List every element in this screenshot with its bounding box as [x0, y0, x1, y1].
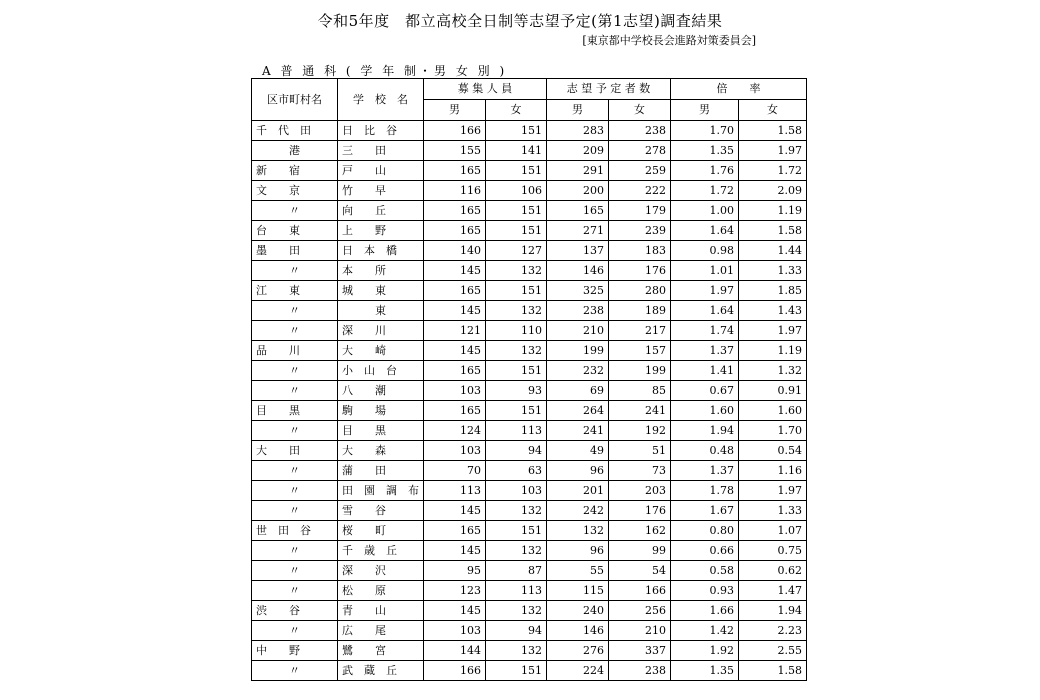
- applicants-female-cell: 278: [609, 141, 671, 161]
- ratio-female-cell: 1.33: [739, 501, 807, 521]
- header-school: 学 校 名: [338, 79, 424, 121]
- ward-cell: 港: [252, 141, 338, 161]
- recruit-male-cell: 121: [424, 321, 486, 341]
- table-row: [252, 201, 807, 221]
- recruit-male-cell: 165: [424, 221, 486, 241]
- applicants-female-cell: 199: [609, 361, 671, 381]
- header-ratio-female: 女: [739, 100, 807, 121]
- ratio-male-cell: 1.70: [671, 121, 739, 141]
- school-cell: 戸 山: [338, 161, 424, 181]
- applicants-female-cell: 337: [609, 641, 671, 661]
- table-row: [252, 621, 807, 641]
- ratio-male-cell: 1.97: [671, 281, 739, 301]
- ratio-female-cell: 1.97: [739, 481, 807, 501]
- applicants-female-cell: 259: [609, 161, 671, 181]
- applicants-male-cell: 132: [547, 521, 609, 541]
- table-row: [252, 401, 807, 421]
- ward-cell: 〃: [252, 421, 338, 441]
- ratio-female-cell: 1.07: [739, 521, 807, 541]
- applicants-male-cell: 264: [547, 401, 609, 421]
- recruit-female-cell: 127: [486, 241, 547, 261]
- recruit-male-cell: 116: [424, 181, 486, 201]
- ward-cell: 中 野: [252, 641, 338, 661]
- recruit-female-cell: 151: [486, 221, 547, 241]
- ratio-male-cell: 1.66: [671, 601, 739, 621]
- header-ratio-male: 男: [671, 100, 739, 121]
- school-cell: 日 比 谷: [338, 121, 424, 141]
- recruit-female-cell: 151: [486, 401, 547, 421]
- recruit-female-cell: 94: [486, 621, 547, 641]
- section-heading: A 普 通 科 ( 学 年 制・男 女 別 ): [262, 64, 508, 78]
- recruit-male-cell: 166: [424, 661, 486, 681]
- applicants-male-cell: 238: [547, 301, 609, 321]
- applicants-male-cell: 241: [547, 421, 609, 441]
- ratio-male-cell: 1.92: [671, 641, 739, 661]
- recruit-female-cell: 63: [486, 461, 547, 481]
- applicants-male-cell: 201: [547, 481, 609, 501]
- ratio-female-cell: 0.91: [739, 381, 807, 401]
- ratio-female-cell: 1.58: [739, 661, 807, 681]
- recruit-male-cell: 165: [424, 281, 486, 301]
- ward-cell: 大 田: [252, 441, 338, 461]
- applicants-male-cell: 49: [547, 441, 609, 461]
- ratio-male-cell: 0.58: [671, 561, 739, 581]
- recruit-male-cell: 145: [424, 341, 486, 361]
- table-row: [252, 221, 807, 241]
- school-cell: 竹 早: [338, 181, 424, 201]
- school-cell: 日 本 橋: [338, 241, 424, 261]
- table-row: [252, 641, 807, 661]
- applicants-male-cell: 283: [547, 121, 609, 141]
- table-row: [252, 421, 807, 441]
- applicants-female-cell: 51: [609, 441, 671, 461]
- recruit-male-cell: 145: [424, 301, 486, 321]
- header-applicants: 志 望 予 定 者 数: [547, 79, 671, 100]
- applicants-male-cell: 209: [547, 141, 609, 161]
- table-row: [252, 341, 807, 361]
- recruit-female-cell: 141: [486, 141, 547, 161]
- applicants-female-cell: 176: [609, 501, 671, 521]
- applicants-female-cell: 241: [609, 401, 671, 421]
- school-cell: 田 園 調 布: [338, 481, 424, 501]
- ratio-female-cell: 1.97: [739, 321, 807, 341]
- school-cell: 蒲 田: [338, 461, 424, 481]
- recruit-female-cell: 106: [486, 181, 547, 201]
- ratio-male-cell: 0.48: [671, 441, 739, 461]
- ratio-male-cell: 1.42: [671, 621, 739, 641]
- header-recruit: 募 集 人 員: [424, 79, 547, 100]
- ratio-female-cell: 2.09: [739, 181, 807, 201]
- recruit-female-cell: 113: [486, 581, 547, 601]
- table-row: [252, 381, 807, 401]
- ward-cell: 〃: [252, 481, 338, 501]
- applicants-female-cell: 192: [609, 421, 671, 441]
- applicants-male-cell: 137: [547, 241, 609, 261]
- ward-cell: 〃: [252, 321, 338, 341]
- applicants-male-cell: 200: [547, 181, 609, 201]
- recruit-male-cell: 123: [424, 581, 486, 601]
- table-row: [252, 461, 807, 481]
- ward-cell: 〃: [252, 561, 338, 581]
- ratio-male-cell: 1.78: [671, 481, 739, 501]
- applicants-female-cell: 166: [609, 581, 671, 601]
- ratio-female-cell: 1.19: [739, 201, 807, 221]
- table-row: [252, 661, 807, 681]
- ratio-male-cell: 1.60: [671, 401, 739, 421]
- school-cell: 深 川: [338, 321, 424, 341]
- applicants-male-cell: 199: [547, 341, 609, 361]
- ratio-male-cell: 0.66: [671, 541, 739, 561]
- table-row: [252, 181, 807, 201]
- applicants-male-cell: 96: [547, 461, 609, 481]
- ratio-male-cell: 0.98: [671, 241, 739, 261]
- recruit-female-cell: 87: [486, 561, 547, 581]
- ratio-male-cell: 1.76: [671, 161, 739, 181]
- applicants-male-cell: 115: [547, 581, 609, 601]
- school-cell: 東: [338, 301, 424, 321]
- applicants-male-cell: 55: [547, 561, 609, 581]
- ward-cell: 〃: [252, 541, 338, 561]
- recruit-female-cell: 132: [486, 601, 547, 621]
- applicants-male-cell: 276: [547, 641, 609, 661]
- applicants-male-cell: 224: [547, 661, 609, 681]
- applicants-male-cell: 69: [547, 381, 609, 401]
- ward-cell: 〃: [252, 621, 338, 641]
- recruit-female-cell: 110: [486, 321, 547, 341]
- ward-cell: 〃: [252, 381, 338, 401]
- table-row: [252, 501, 807, 521]
- ratio-male-cell: 1.67: [671, 501, 739, 521]
- applicants-female-cell: 238: [609, 661, 671, 681]
- ratio-female-cell: 1.70: [739, 421, 807, 441]
- applicants-female-cell: 54: [609, 561, 671, 581]
- applicants-female-cell: 256: [609, 601, 671, 621]
- recruit-male-cell: 165: [424, 161, 486, 181]
- applicants-male-cell: 232: [547, 361, 609, 381]
- applicants-female-cell: 99: [609, 541, 671, 561]
- recruit-male-cell: 124: [424, 421, 486, 441]
- school-cell: 桜 町: [338, 521, 424, 541]
- recruit-female-cell: 132: [486, 301, 547, 321]
- recruit-female-cell: 151: [486, 521, 547, 541]
- recruit-male-cell: 103: [424, 441, 486, 461]
- recruit-male-cell: 145: [424, 601, 486, 621]
- ward-cell: 新 宿: [252, 161, 338, 181]
- ward-cell: 〃: [252, 501, 338, 521]
- ratio-male-cell: 1.64: [671, 221, 739, 241]
- recruit-female-cell: 151: [486, 201, 547, 221]
- ratio-female-cell: 2.23: [739, 621, 807, 641]
- ward-cell: 世 田 谷: [252, 521, 338, 541]
- table-row: [252, 321, 807, 341]
- recruit-female-cell: 151: [486, 161, 547, 181]
- recruit-male-cell: 95: [424, 561, 486, 581]
- school-cell: 小 山 台: [338, 361, 424, 381]
- applicants-male-cell: 146: [547, 261, 609, 281]
- applicants-female-cell: 210: [609, 621, 671, 641]
- applicants-male-cell: 210: [547, 321, 609, 341]
- recruit-male-cell: 165: [424, 521, 486, 541]
- ratio-female-cell: 2.55: [739, 641, 807, 661]
- school-cell: 三 田: [338, 141, 424, 161]
- applicants-male-cell: 325: [547, 281, 609, 301]
- table-row: [252, 541, 807, 561]
- ratio-male-cell: 0.93: [671, 581, 739, 601]
- ratio-female-cell: 1.85: [739, 281, 807, 301]
- school-cell: 大 森: [338, 441, 424, 461]
- recruit-male-cell: 140: [424, 241, 486, 261]
- school-cell: 広 尾: [338, 621, 424, 641]
- table-row: [252, 441, 807, 461]
- table-row: [252, 361, 807, 381]
- ward-cell: 墨 田: [252, 241, 338, 261]
- school-cell: 目 黒: [338, 421, 424, 441]
- ward-cell: 台 東: [252, 221, 338, 241]
- applicants-male-cell: 165: [547, 201, 609, 221]
- school-cell: 大 崎: [338, 341, 424, 361]
- school-cell: 八 潮: [338, 381, 424, 401]
- results-table: [251, 78, 807, 681]
- recruit-female-cell: 151: [486, 661, 547, 681]
- ratio-male-cell: 1.00: [671, 201, 739, 221]
- ratio-female-cell: 1.33: [739, 261, 807, 281]
- recruit-male-cell: 165: [424, 201, 486, 221]
- school-cell: 松 原: [338, 581, 424, 601]
- ward-cell: 江 東: [252, 281, 338, 301]
- school-cell: 青 山: [338, 601, 424, 621]
- ratio-male-cell: 1.35: [671, 141, 739, 161]
- applicants-male-cell: 240: [547, 601, 609, 621]
- header-applicants-male: 男: [547, 100, 609, 121]
- ratio-male-cell: 1.41: [671, 361, 739, 381]
- ratio-female-cell: 1.16: [739, 461, 807, 481]
- ratio-male-cell: 0.80: [671, 521, 739, 541]
- table-row: [252, 141, 807, 161]
- recruit-female-cell: 151: [486, 281, 547, 301]
- ward-cell: 〃: [252, 301, 338, 321]
- ward-cell: 千 代 田: [252, 121, 338, 141]
- recruit-male-cell: 103: [424, 381, 486, 401]
- ratio-female-cell: 1.58: [739, 121, 807, 141]
- applicants-female-cell: 239: [609, 221, 671, 241]
- applicants-female-cell: 162: [609, 521, 671, 541]
- recruit-female-cell: 151: [486, 361, 547, 381]
- source-note: [東京都中学校長会進路対策委員会]: [582, 34, 756, 47]
- ratio-female-cell: 0.62: [739, 561, 807, 581]
- recruit-female-cell: 94: [486, 441, 547, 461]
- ratio-female-cell: 0.75: [739, 541, 807, 561]
- recruit-male-cell: 166: [424, 121, 486, 141]
- ratio-female-cell: 1.97: [739, 141, 807, 161]
- ward-cell: 〃: [252, 261, 338, 281]
- table-row: [252, 261, 807, 281]
- ratio-female-cell: 1.44: [739, 241, 807, 261]
- recruit-male-cell: 165: [424, 401, 486, 421]
- table-row: [252, 481, 807, 501]
- school-cell: 駒 場: [338, 401, 424, 421]
- ward-cell: 〃: [252, 461, 338, 481]
- applicants-female-cell: 222: [609, 181, 671, 201]
- school-cell: 鷺 宮: [338, 641, 424, 661]
- table-row: [252, 281, 807, 301]
- ratio-female-cell: 1.58: [739, 221, 807, 241]
- applicants-female-cell: 176: [609, 261, 671, 281]
- recruit-male-cell: 145: [424, 261, 486, 281]
- recruit-female-cell: 132: [486, 501, 547, 521]
- ratio-male-cell: 1.74: [671, 321, 739, 341]
- ratio-female-cell: 1.32: [739, 361, 807, 381]
- applicants-female-cell: 189: [609, 301, 671, 321]
- applicants-female-cell: 217: [609, 321, 671, 341]
- recruit-male-cell: 113: [424, 481, 486, 501]
- applicants-male-cell: 291: [547, 161, 609, 181]
- school-cell: 上 野: [338, 221, 424, 241]
- applicants-male-cell: 146: [547, 621, 609, 641]
- recruit-female-cell: 103: [486, 481, 547, 501]
- school-cell: 千 歳 丘: [338, 541, 424, 561]
- ratio-male-cell: 1.37: [671, 341, 739, 361]
- recruit-female-cell: 93: [486, 381, 547, 401]
- recruit-male-cell: 155: [424, 141, 486, 161]
- ward-cell: 品 川: [252, 341, 338, 361]
- recruit-male-cell: 70: [424, 461, 486, 481]
- recruit-female-cell: 132: [486, 541, 547, 561]
- table-row: [252, 241, 807, 261]
- table-row: [252, 581, 807, 601]
- applicants-female-cell: 179: [609, 201, 671, 221]
- recruit-male-cell: 103: [424, 621, 486, 641]
- recruit-male-cell: 165: [424, 361, 486, 381]
- applicants-male-cell: 271: [547, 221, 609, 241]
- applicants-female-cell: 203: [609, 481, 671, 501]
- applicants-male-cell: 96: [547, 541, 609, 561]
- table-row: [252, 121, 807, 141]
- recruit-female-cell: 113: [486, 421, 547, 441]
- ward-cell: 渋 谷: [252, 601, 338, 621]
- recruit-female-cell: 132: [486, 641, 547, 661]
- ward-cell: 〃: [252, 661, 338, 681]
- recruit-male-cell: 144: [424, 641, 486, 661]
- school-cell: 武 蔵 丘: [338, 661, 424, 681]
- table-row: [252, 161, 807, 181]
- applicants-female-cell: 85: [609, 381, 671, 401]
- ward-cell: 〃: [252, 361, 338, 381]
- ratio-female-cell: 1.60: [739, 401, 807, 421]
- ratio-female-cell: 0.54: [739, 441, 807, 461]
- school-cell: 本 所: [338, 261, 424, 281]
- applicants-female-cell: 280: [609, 281, 671, 301]
- applicants-female-cell: 157: [609, 341, 671, 361]
- ward-cell: 〃: [252, 581, 338, 601]
- ratio-male-cell: 1.35: [671, 661, 739, 681]
- ratio-female-cell: 1.43: [739, 301, 807, 321]
- applicants-male-cell: 242: [547, 501, 609, 521]
- ratio-male-cell: 0.67: [671, 381, 739, 401]
- ratio-female-cell: 1.19: [739, 341, 807, 361]
- applicants-female-cell: 183: [609, 241, 671, 261]
- header-recruit-female: 女: [486, 100, 547, 121]
- ratio-male-cell: 1.01: [671, 261, 739, 281]
- header-applicants-female: 女: [609, 100, 671, 121]
- ratio-male-cell: 1.64: [671, 301, 739, 321]
- page-title: 令和5年度 都立高校全日制等志望予定(第1志望)調査結果: [317, 12, 723, 30]
- ratio-male-cell: 1.94: [671, 421, 739, 441]
- ratio-female-cell: 1.72: [739, 161, 807, 181]
- table-row: [252, 521, 807, 541]
- applicants-female-cell: 238: [609, 121, 671, 141]
- ward-cell: 〃: [252, 201, 338, 221]
- ward-cell: 文 京: [252, 181, 338, 201]
- ward-cell: 目 黒: [252, 401, 338, 421]
- ratio-female-cell: 1.94: [739, 601, 807, 621]
- recruit-female-cell: 132: [486, 261, 547, 281]
- header-recruit-male: 男: [424, 100, 486, 121]
- table-row: [252, 301, 807, 321]
- applicants-female-cell: 73: [609, 461, 671, 481]
- school-cell: 雪 谷: [338, 501, 424, 521]
- recruit-female-cell: 132: [486, 341, 547, 361]
- header-ward: 区市町村名: [252, 79, 338, 121]
- header-ratio: 倍 率: [671, 79, 807, 100]
- school-cell: 向 丘: [338, 201, 424, 221]
- recruit-male-cell: 145: [424, 541, 486, 561]
- ratio-female-cell: 1.47: [739, 581, 807, 601]
- ratio-male-cell: 1.37: [671, 461, 739, 481]
- school-cell: 深 沢: [338, 561, 424, 581]
- table-body: [252, 121, 807, 681]
- school-cell: 城 東: [338, 281, 424, 301]
- recruit-female-cell: 151: [486, 121, 547, 141]
- ratio-male-cell: 1.72: [671, 181, 739, 201]
- table-row: [252, 601, 807, 621]
- table-row: [252, 561, 807, 581]
- recruit-male-cell: 145: [424, 501, 486, 521]
